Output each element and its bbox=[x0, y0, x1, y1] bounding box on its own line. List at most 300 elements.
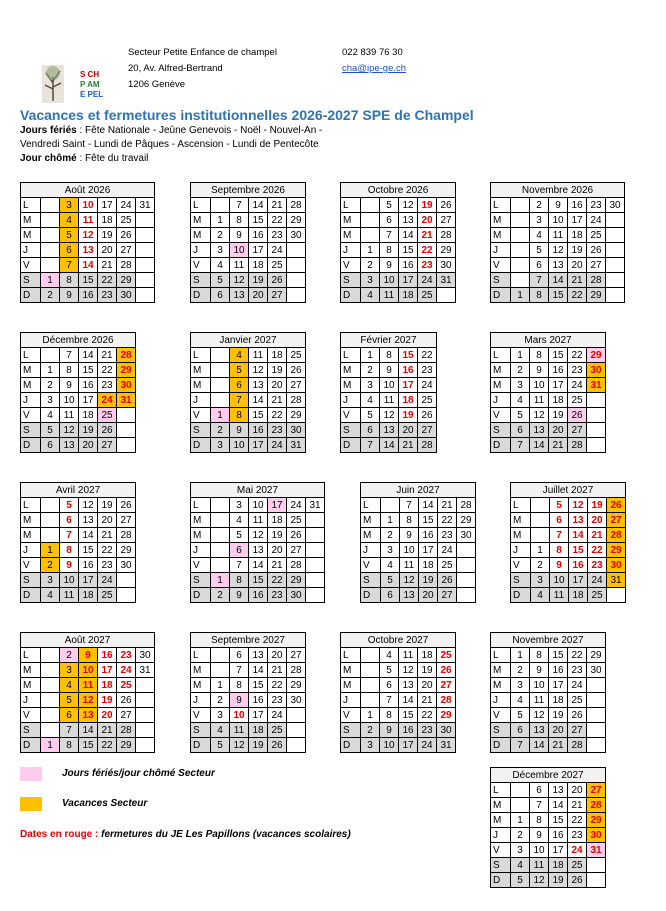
day-cell: 9 bbox=[380, 258, 399, 273]
day-cell: 1 bbox=[361, 348, 380, 363]
day-cell: 20 bbox=[268, 543, 287, 558]
day-cell: 15 bbox=[399, 348, 418, 363]
legend-red-text: fermetures du JE Les Papillons (vacances scolaires) bbox=[98, 829, 351, 840]
weekday-letter: M bbox=[341, 363, 361, 378]
day-cell: 16 bbox=[249, 588, 268, 603]
day-cell: 13 bbox=[79, 513, 98, 528]
day-cell: 2 bbox=[361, 258, 380, 273]
day-cell: 9 bbox=[530, 828, 549, 843]
weekday-letter: D bbox=[511, 588, 531, 603]
day-cell: 19 bbox=[568, 243, 587, 258]
weekday-letter: J bbox=[21, 543, 41, 558]
day-cell: 2 bbox=[211, 228, 230, 243]
day-cell bbox=[511, 213, 530, 228]
day-cell: 11 bbox=[230, 258, 249, 273]
month-title: Juillet 2027 bbox=[511, 483, 626, 498]
day-cell: 26 bbox=[607, 498, 626, 513]
closed-text: : Fête du travail bbox=[76, 153, 149, 164]
day-cell: 21 bbox=[418, 228, 437, 243]
day-cell: 6 bbox=[230, 648, 249, 663]
day-cell: 6 bbox=[530, 783, 549, 798]
day-cell: 5 bbox=[60, 693, 79, 708]
day-cell: 29 bbox=[287, 573, 306, 588]
weekday-letter: V bbox=[191, 408, 211, 423]
day-cell: 31 bbox=[607, 573, 626, 588]
day-cell: 17 bbox=[549, 378, 568, 393]
day-cell bbox=[117, 423, 136, 438]
day-cell: 22 bbox=[268, 213, 287, 228]
day-cell: 2 bbox=[41, 378, 60, 393]
weekday-letter: J bbox=[21, 693, 41, 708]
day-cell: 10 bbox=[230, 708, 249, 723]
day-cell: 26 bbox=[568, 408, 587, 423]
email-link[interactable]: cha@ipe-ge.ch bbox=[342, 63, 407, 74]
day-cell: 14 bbox=[399, 228, 418, 243]
day-cell: 23 bbox=[98, 558, 117, 573]
day-cell: 22 bbox=[568, 348, 587, 363]
month-title: Janvier 2027 bbox=[191, 333, 306, 348]
day-cell: 1 bbox=[361, 708, 380, 723]
day-cell: 25 bbox=[568, 693, 587, 708]
day-cell: 14 bbox=[549, 273, 568, 288]
day-cell bbox=[587, 393, 606, 408]
day-cell: 22 bbox=[568, 288, 587, 303]
month-calendar bbox=[490, 632, 606, 753]
day-cell: 25 bbox=[568, 393, 587, 408]
day-cell: 10 bbox=[530, 678, 549, 693]
day-cell: 19 bbox=[98, 498, 117, 513]
day-cell: 23 bbox=[418, 258, 437, 273]
day-cell: 21 bbox=[418, 693, 437, 708]
day-cell bbox=[211, 663, 230, 678]
day-cell bbox=[587, 858, 606, 873]
day-cell: 24 bbox=[98, 393, 117, 408]
day-cell: 2 bbox=[211, 693, 230, 708]
day-cell: 20 bbox=[588, 513, 607, 528]
day-cell: 20 bbox=[268, 648, 287, 663]
day-cell: 13 bbox=[230, 288, 249, 303]
weekday-letter: V bbox=[341, 408, 361, 423]
month-calendar bbox=[340, 332, 437, 453]
day-cell: 30 bbox=[287, 588, 306, 603]
day-cell: 25 bbox=[438, 558, 457, 573]
day-cell: 16 bbox=[399, 258, 418, 273]
day-cell: 30 bbox=[606, 198, 625, 213]
day-cell: 16 bbox=[249, 423, 268, 438]
day-cell: 15 bbox=[549, 648, 568, 663]
day-cell: 2 bbox=[531, 558, 550, 573]
day-cell: 21 bbox=[98, 528, 117, 543]
weekday-letter: L bbox=[341, 198, 361, 213]
day-cell bbox=[41, 528, 60, 543]
day-cell: 24 bbox=[588, 573, 607, 588]
day-cell: 6 bbox=[511, 723, 530, 738]
day-cell: 4 bbox=[41, 408, 60, 423]
day-cell bbox=[211, 393, 230, 408]
day-cell: 25 bbox=[117, 213, 136, 228]
day-cell: 20 bbox=[79, 438, 98, 453]
month-title: Septembre 2027 bbox=[191, 633, 306, 648]
weekday-letter: L bbox=[491, 348, 511, 363]
day-cell: 13 bbox=[549, 783, 568, 798]
weekday-letter: M bbox=[21, 363, 41, 378]
day-cell: 13 bbox=[249, 543, 268, 558]
day-cell: 22 bbox=[438, 513, 457, 528]
day-cell: 15 bbox=[399, 243, 418, 258]
day-cell: 31 bbox=[287, 438, 306, 453]
weekday-letter: M bbox=[341, 228, 361, 243]
day-cell: 6 bbox=[41, 438, 60, 453]
day-cell bbox=[117, 408, 136, 423]
weekday-letter: V bbox=[341, 708, 361, 723]
day-cell: 22 bbox=[568, 813, 587, 828]
day-cell: 1 bbox=[211, 213, 230, 228]
day-cell: 26 bbox=[98, 423, 117, 438]
day-cell: 8 bbox=[230, 213, 249, 228]
weekday-letter: J bbox=[21, 393, 41, 408]
day-cell: 12 bbox=[549, 243, 568, 258]
day-cell: 7 bbox=[400, 498, 419, 513]
day-cell bbox=[211, 648, 230, 663]
weekday-letter: L bbox=[491, 198, 511, 213]
day-cell: 10 bbox=[530, 843, 549, 858]
day-cell: 18 bbox=[399, 393, 418, 408]
day-cell: 29 bbox=[587, 348, 606, 363]
day-cell: 9 bbox=[60, 558, 79, 573]
month-calendar bbox=[490, 767, 606, 888]
day-cell: 16 bbox=[549, 663, 568, 678]
weekday-letter: J bbox=[491, 828, 511, 843]
day-cell bbox=[136, 693, 155, 708]
day-cell: 21 bbox=[549, 438, 568, 453]
day-cell: 17 bbox=[79, 573, 98, 588]
weekday-letter: M bbox=[21, 528, 41, 543]
day-cell: 13 bbox=[399, 678, 418, 693]
day-cell bbox=[511, 273, 530, 288]
weekday-letter: D bbox=[21, 588, 41, 603]
logo-text-line2: P AM bbox=[80, 80, 100, 89]
day-cell: 31 bbox=[136, 663, 155, 678]
day-cell: 3 bbox=[211, 708, 230, 723]
weekday-letter: J bbox=[341, 393, 361, 408]
day-cell: 1 bbox=[361, 243, 380, 258]
day-cell: 4 bbox=[361, 288, 380, 303]
day-cell: 4 bbox=[381, 558, 400, 573]
day-cell: 21 bbox=[268, 558, 287, 573]
day-cell: 10 bbox=[549, 213, 568, 228]
day-cell: 23 bbox=[587, 198, 606, 213]
day-cell: 28 bbox=[457, 498, 476, 513]
day-cell: 24 bbox=[287, 498, 306, 513]
day-cell: 27 bbox=[607, 513, 626, 528]
phone: 022 839 76 30 bbox=[342, 47, 403, 58]
weekday-letter: V bbox=[341, 258, 361, 273]
day-cell: 11 bbox=[79, 678, 98, 693]
day-cell: 20 bbox=[418, 213, 437, 228]
day-cell: 21 bbox=[549, 738, 568, 753]
day-cell: 28 bbox=[117, 348, 136, 363]
weekday-letter: M bbox=[191, 213, 211, 228]
day-cell: 12 bbox=[380, 408, 399, 423]
month-title: Novembre 2026 bbox=[491, 183, 625, 198]
day-cell: 11 bbox=[550, 588, 569, 603]
day-cell: 28 bbox=[587, 798, 606, 813]
day-cell: 14 bbox=[549, 798, 568, 813]
weekday-letter: J bbox=[191, 543, 211, 558]
weekday-letter: L bbox=[21, 498, 41, 513]
day-cell: 19 bbox=[98, 693, 117, 708]
day-cell: 15 bbox=[549, 348, 568, 363]
day-cell: 8 bbox=[530, 813, 549, 828]
day-cell: 17 bbox=[568, 213, 587, 228]
month-calendar bbox=[20, 482, 136, 603]
day-cell bbox=[211, 348, 230, 363]
day-cell: 27 bbox=[268, 288, 287, 303]
day-cell: 18 bbox=[98, 213, 117, 228]
day-cell bbox=[457, 573, 476, 588]
weekday-letter: S bbox=[21, 273, 41, 288]
day-cell: 12 bbox=[399, 663, 418, 678]
closed-label: Jour chômé bbox=[20, 153, 77, 164]
day-cell: 5 bbox=[380, 663, 399, 678]
weekday-letter: L bbox=[511, 498, 531, 513]
day-cell: 28 bbox=[568, 438, 587, 453]
day-cell bbox=[211, 378, 230, 393]
day-cell: 23 bbox=[98, 288, 117, 303]
weekday-letter: M bbox=[341, 378, 361, 393]
day-cell: 23 bbox=[588, 558, 607, 573]
day-cell: 12 bbox=[400, 573, 419, 588]
day-cell: 2 bbox=[361, 363, 380, 378]
day-cell: 8 bbox=[230, 408, 249, 423]
day-cell: 8 bbox=[380, 243, 399, 258]
day-cell bbox=[41, 708, 60, 723]
day-cell: 9 bbox=[60, 288, 79, 303]
day-cell: 14 bbox=[419, 498, 438, 513]
weekday-letter: M bbox=[191, 378, 211, 393]
day-cell: 5 bbox=[380, 198, 399, 213]
day-cell: 11 bbox=[400, 558, 419, 573]
day-cell: 27 bbox=[287, 378, 306, 393]
day-cell: 4 bbox=[230, 513, 249, 528]
day-cell: 9 bbox=[60, 378, 79, 393]
day-cell: 22 bbox=[418, 348, 437, 363]
day-cell bbox=[587, 693, 606, 708]
day-cell: 28 bbox=[418, 438, 437, 453]
day-cell: 23 bbox=[418, 363, 437, 378]
day-cell: 1 bbox=[531, 543, 550, 558]
day-cell: 4 bbox=[211, 723, 230, 738]
day-cell: 4 bbox=[230, 348, 249, 363]
day-cell: 28 bbox=[437, 693, 456, 708]
weekday-letter: L bbox=[341, 648, 361, 663]
weekday-letter: M bbox=[361, 528, 381, 543]
day-cell bbox=[306, 543, 325, 558]
day-cell: 29 bbox=[437, 708, 456, 723]
address-line-1: 20, Av. Alfred-Bertrand bbox=[128, 63, 223, 74]
day-cell: 14 bbox=[249, 198, 268, 213]
day-cell: 16 bbox=[549, 828, 568, 843]
day-cell: 6 bbox=[511, 423, 530, 438]
legend-pink-swatch bbox=[20, 767, 42, 781]
day-cell: 15 bbox=[549, 813, 568, 828]
day-cell: 19 bbox=[268, 528, 287, 543]
day-cell: 2 bbox=[361, 723, 380, 738]
day-cell: 7 bbox=[230, 663, 249, 678]
day-cell: 14 bbox=[569, 528, 588, 543]
month-title: Octobre 2026 bbox=[341, 183, 456, 198]
day-cell: 15 bbox=[399, 708, 418, 723]
day-cell: 21 bbox=[98, 258, 117, 273]
weekday-letter: L bbox=[191, 498, 211, 513]
weekday-letter: D bbox=[341, 288, 361, 303]
day-cell: 13 bbox=[399, 213, 418, 228]
day-cell: 3 bbox=[361, 273, 380, 288]
weekday-letter: J bbox=[341, 243, 361, 258]
day-cell: 29 bbox=[437, 243, 456, 258]
weekday-letter: J bbox=[191, 393, 211, 408]
weekday-letter: S bbox=[341, 423, 361, 438]
day-cell: 14 bbox=[79, 348, 98, 363]
day-cell: 27 bbox=[117, 243, 136, 258]
weekday-letter: D bbox=[341, 738, 361, 753]
day-cell: 19 bbox=[249, 738, 268, 753]
day-cell bbox=[606, 273, 625, 288]
day-cell: 5 bbox=[361, 408, 380, 423]
day-cell: 15 bbox=[569, 543, 588, 558]
day-cell: 9 bbox=[400, 528, 419, 543]
day-cell: 3 bbox=[511, 378, 530, 393]
day-cell: 17 bbox=[79, 393, 98, 408]
weekday-letter: L bbox=[21, 648, 41, 663]
day-cell: 18 bbox=[419, 558, 438, 573]
day-cell: 12 bbox=[60, 423, 79, 438]
day-cell: 6 bbox=[380, 213, 399, 228]
day-cell bbox=[511, 783, 530, 798]
day-cell: 12 bbox=[230, 738, 249, 753]
day-cell: 30 bbox=[587, 363, 606, 378]
day-cell: 16 bbox=[249, 693, 268, 708]
day-cell bbox=[211, 513, 230, 528]
day-cell: 1 bbox=[511, 288, 530, 303]
day-cell: 6 bbox=[361, 423, 380, 438]
day-cell: 27 bbox=[418, 423, 437, 438]
day-cell bbox=[117, 573, 136, 588]
day-cell: 14 bbox=[249, 393, 268, 408]
day-cell: 12 bbox=[79, 228, 98, 243]
weekday-letter: S bbox=[191, 573, 211, 588]
day-cell: 18 bbox=[268, 513, 287, 528]
day-cell: 7 bbox=[230, 393, 249, 408]
day-cell: 12 bbox=[230, 273, 249, 288]
day-cell: 8 bbox=[530, 348, 549, 363]
day-cell: 2 bbox=[511, 363, 530, 378]
weekday-letter: D bbox=[191, 438, 211, 453]
month-calendar bbox=[20, 632, 155, 753]
day-cell: 6 bbox=[381, 588, 400, 603]
day-cell: 16 bbox=[419, 528, 438, 543]
weekday-letter: S bbox=[341, 723, 361, 738]
day-cell: 24 bbox=[587, 213, 606, 228]
day-cell: 4 bbox=[60, 213, 79, 228]
day-cell: 29 bbox=[457, 513, 476, 528]
day-cell: 26 bbox=[268, 738, 287, 753]
day-cell: 8 bbox=[230, 573, 249, 588]
day-cell bbox=[136, 723, 155, 738]
day-cell bbox=[457, 588, 476, 603]
month-title: Avril 2027 bbox=[21, 483, 136, 498]
day-cell: 4 bbox=[511, 693, 530, 708]
weekday-letter: J bbox=[191, 243, 211, 258]
day-cell: 17 bbox=[569, 573, 588, 588]
holidays-line-1 bbox=[20, 124, 322, 138]
day-cell: 15 bbox=[79, 543, 98, 558]
weekday-letter: M bbox=[21, 513, 41, 528]
weekday-letter: L bbox=[361, 498, 381, 513]
day-cell: 29 bbox=[117, 273, 136, 288]
day-cell: 10 bbox=[400, 543, 419, 558]
day-cell: 1 bbox=[511, 813, 530, 828]
day-cell bbox=[211, 558, 230, 573]
day-cell bbox=[287, 288, 306, 303]
page-title: Vacances et fermetures institutionnelles 2026-2027 SPE de Champel bbox=[20, 107, 474, 123]
month-calendar bbox=[340, 182, 456, 303]
day-cell bbox=[606, 228, 625, 243]
day-cell: 22 bbox=[418, 243, 437, 258]
day-cell: 3 bbox=[60, 198, 79, 213]
day-cell: 8 bbox=[60, 273, 79, 288]
month-calendar bbox=[340, 632, 456, 753]
month-calendar bbox=[490, 182, 625, 303]
day-cell: 13 bbox=[249, 378, 268, 393]
day-cell: 13 bbox=[530, 723, 549, 738]
day-cell: 2 bbox=[511, 663, 530, 678]
day-cell: 8 bbox=[530, 288, 549, 303]
day-cell: 28 bbox=[287, 198, 306, 213]
day-cell: 8 bbox=[380, 708, 399, 723]
weekday-letter: J bbox=[361, 543, 381, 558]
day-cell: 28 bbox=[607, 528, 626, 543]
weekday-letter: M bbox=[491, 663, 511, 678]
day-cell: 22 bbox=[268, 678, 287, 693]
day-cell: 16 bbox=[549, 363, 568, 378]
day-cell: 17 bbox=[98, 198, 117, 213]
weekday-letter: M bbox=[491, 213, 511, 228]
day-cell: 28 bbox=[287, 558, 306, 573]
weekday-letter: M bbox=[491, 228, 511, 243]
day-cell: 26 bbox=[268, 273, 287, 288]
month-calendar bbox=[20, 182, 155, 303]
day-cell: 16 bbox=[399, 363, 418, 378]
day-cell: 8 bbox=[60, 363, 79, 378]
day-cell bbox=[606, 288, 625, 303]
day-cell: 4 bbox=[531, 588, 550, 603]
day-cell bbox=[606, 213, 625, 228]
day-cell: 28 bbox=[117, 723, 136, 738]
weekday-letter: V bbox=[191, 558, 211, 573]
day-cell: 20 bbox=[249, 288, 268, 303]
month-title: Août 2027 bbox=[21, 633, 155, 648]
month-calendar bbox=[190, 482, 325, 603]
day-cell: 4 bbox=[530, 228, 549, 243]
day-cell: 7 bbox=[380, 228, 399, 243]
day-cell bbox=[306, 573, 325, 588]
day-cell: 17 bbox=[399, 378, 418, 393]
day-cell: 10 bbox=[230, 438, 249, 453]
day-cell: 15 bbox=[249, 408, 268, 423]
day-cell bbox=[211, 498, 230, 513]
day-cell: 4 bbox=[380, 648, 399, 663]
